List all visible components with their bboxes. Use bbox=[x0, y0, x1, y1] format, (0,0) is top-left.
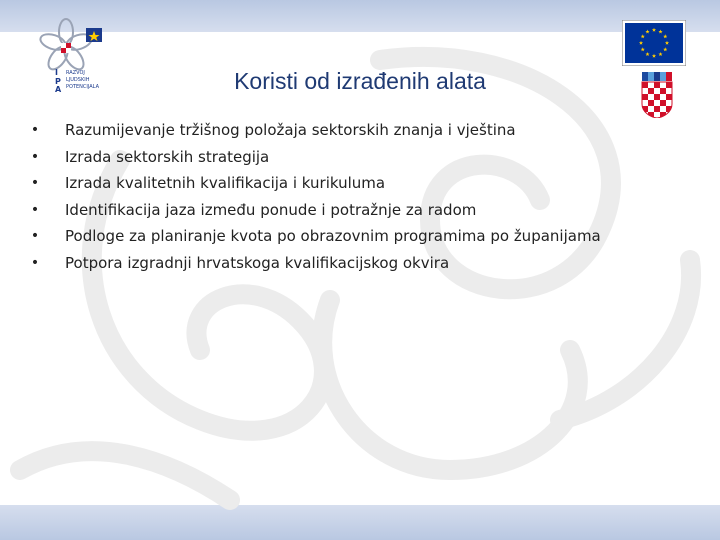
ipa-letters bbox=[55, 69, 65, 95]
checker-square bbox=[666, 94, 672, 100]
ipa-word: RAZVOJ bbox=[66, 70, 85, 76]
checker-square bbox=[648, 100, 654, 106]
checker-square bbox=[654, 94, 660, 100]
checker-square bbox=[666, 82, 672, 88]
bullet-text: Izrada kvalitetnih kvalifikacija i kurikuluma bbox=[65, 174, 386, 193]
checker-square bbox=[648, 88, 654, 94]
checker-square bbox=[642, 94, 648, 100]
ipa-letter: A bbox=[55, 85, 62, 94]
croatian-coat-of-arms-icon bbox=[640, 72, 674, 118]
bullet-text: Razumijevanje tržišnog položaja sektorskih znanja i vještina bbox=[65, 121, 516, 139]
ipa-letter: I bbox=[55, 68, 58, 77]
checker-square bbox=[642, 82, 648, 88]
ipa-words bbox=[66, 70, 114, 91]
slide-title: Koristi od izrađenih alata bbox=[234, 68, 486, 94]
checker-square bbox=[654, 106, 660, 112]
bullet-dot: • bbox=[30, 175, 40, 192]
bullet-item bbox=[30, 173, 710, 200]
bullet-item bbox=[30, 226, 710, 253]
bullet-dot: • bbox=[30, 228, 40, 245]
ipa-word: POTENCIJALA bbox=[66, 84, 99, 90]
bullet-item bbox=[30, 147, 710, 174]
bullet-dot: • bbox=[30, 254, 40, 271]
checker-square bbox=[654, 82, 660, 88]
bullet-dot: • bbox=[30, 148, 40, 165]
bullet-dot: • bbox=[30, 122, 40, 138]
bullet-item bbox=[30, 120, 710, 147]
bullet-text: Izrada sektorskih strategija bbox=[65, 147, 270, 166]
bullet-text: Identifikacija jaza između ponude i potražnje za radom bbox=[65, 200, 477, 219]
bullet-text: Potpora izgradnji hrvatskoga kvalifikacijskog okvira bbox=[65, 253, 450, 272]
eu-flag-icon bbox=[622, 20, 686, 66]
checker-square bbox=[660, 100, 666, 106]
ipa-letter: P bbox=[55, 76, 61, 86]
bullet-text: Podloge za planiranje kvota po obrazovnim programima po županijama bbox=[65, 227, 601, 246]
bullet-list bbox=[30, 120, 710, 280]
bullet-item bbox=[30, 200, 710, 227]
checker-square bbox=[660, 88, 666, 94]
ipa-word: LJUDSKIH bbox=[66, 77, 90, 83]
bullet-item bbox=[30, 253, 710, 280]
bullet-dot: • bbox=[30, 201, 40, 218]
